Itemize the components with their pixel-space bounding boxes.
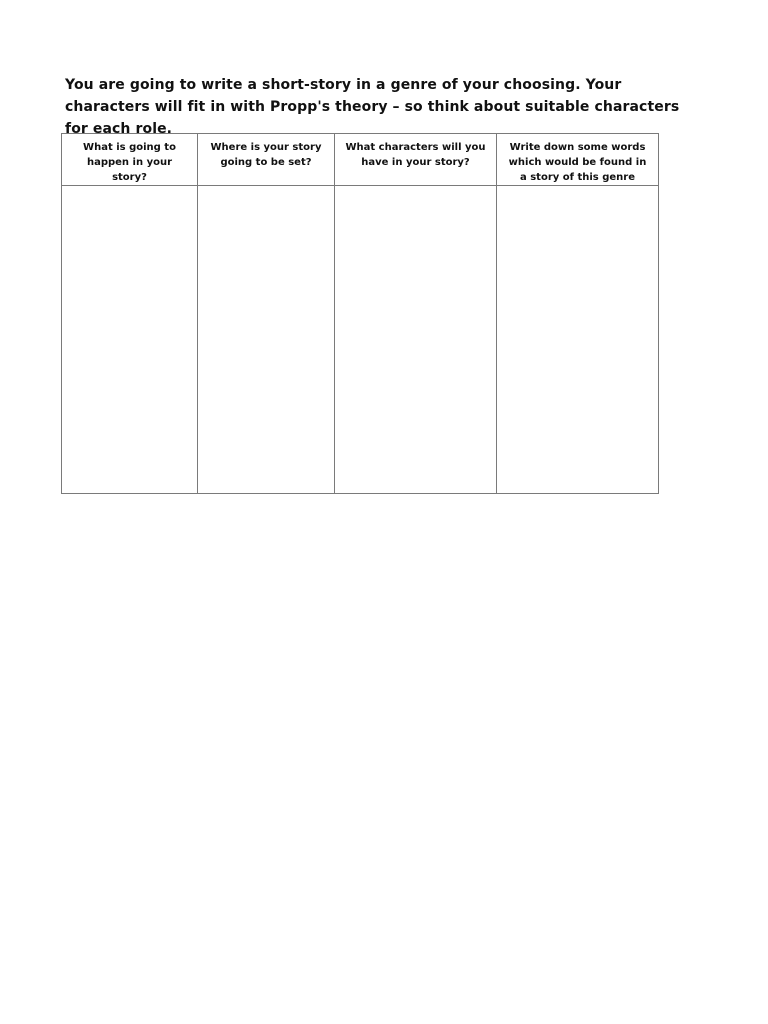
header-what-happens: What is going to happen in your story? — [62, 134, 198, 186]
answer-row — [62, 186, 659, 494]
header-row — [62, 134, 659, 186]
instructions-text: You are going to write a short-story in a genre of your choosing. Your characters will fit in with Propp's theory – so think about suitable characters for each role. — [65, 77, 680, 137]
answer-cell-what-happens[interactable] — [62, 186, 198, 494]
header-setting: Where is your story going to be set? — [198, 134, 335, 186]
answer-cell-genre-words[interactable] — [497, 186, 659, 494]
planning-table — [61, 133, 659, 494]
answer-cell-characters[interactable] — [335, 186, 497, 494]
header-characters: What characters will you have in your story? — [335, 134, 497, 186]
answer-cell-setting[interactable] — [198, 186, 335, 494]
header-genre-words: Write down some words which would be found in a story of this genre — [497, 134, 659, 186]
